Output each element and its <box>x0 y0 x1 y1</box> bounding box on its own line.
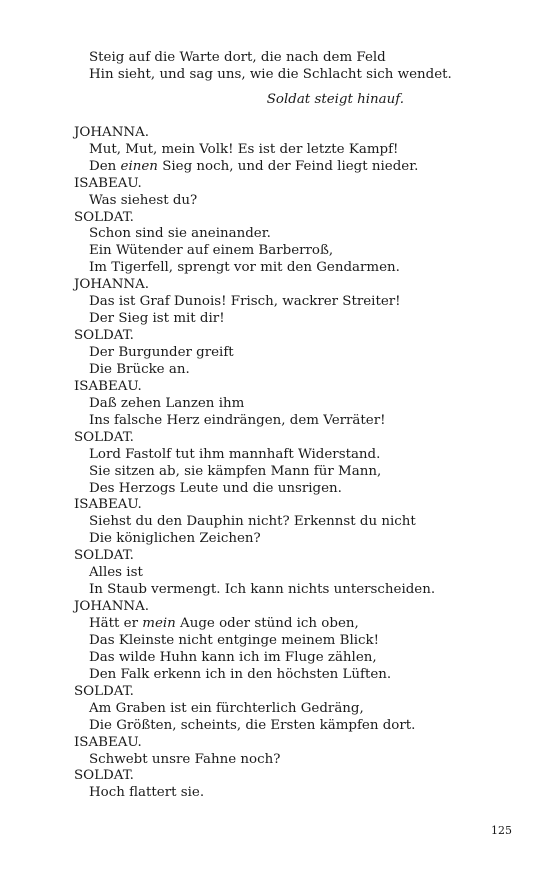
stage-direction: Soldat steigt hinauf. <box>266 91 404 107</box>
verse-line: Am Graben ist ein fürchterlich Gedräng, <box>89 700 364 716</box>
verse-line: Daß zehen Lanzen ihm <box>89 395 245 411</box>
verse-text: Hätt er <box>89 616 143 631</box>
speaker-name: SOLDAT. <box>74 209 134 225</box>
speaker-name: JOHANNA. <box>74 599 150 615</box>
verse-line: Siehst du den Dauphin nicht? Erkennst du nicht <box>89 514 416 530</box>
dialogue <box>74 125 514 803</box>
verse-line: Die Brücke an. <box>89 361 190 377</box>
speaker-name: ISABEAU. <box>74 734 142 750</box>
verse-line: Lord Fastolf tut ihm mannhaft Widerstand. <box>89 446 381 462</box>
verse-line: Der Burgunder greift <box>89 345 234 360</box>
verse-line: In Staub vermengt. Ich kann nichts unterscheiden. <box>89 582 436 598</box>
verse-line <box>74 159 514 176</box>
verse-line: Das ist Graf Dunois! Frisch, wackrer Streiter! <box>89 294 401 310</box>
verse-text: Den <box>89 158 121 174</box>
verse-line: Hoch flattert sie. <box>89 785 205 801</box>
verse-line: Sie sitzen ab, sie kämpfen Mann für Mann, <box>89 463 382 479</box>
verse-text: Sieg noch, und der Feind liegt nieder. <box>157 158 419 174</box>
verse-line: Im Tigerfell, sprengt vor mit den Gendarmen. <box>89 260 400 276</box>
spacer <box>74 84 514 92</box>
page-number: 125 <box>491 824 512 837</box>
speaker-name: ISABEAU. <box>74 175 142 191</box>
text-block <box>74 50 514 802</box>
verse-line: Hin sieht, und sag uns, wie die Schlacht sich wendet. <box>89 66 452 82</box>
verse-line: Der Sieg ist mit dir! <box>89 311 225 327</box>
verse-line: Die königlichen Zeichen? <box>89 531 261 547</box>
verse-line <box>74 616 514 633</box>
verse-line: Alles ist <box>89 565 143 581</box>
speaker-name: JOHANNA. <box>74 277 150 293</box>
verse-line: Den Falk erkenn ich in den höchsten Lüften. <box>89 666 392 682</box>
speaker-name: ISABEAU. <box>74 497 142 513</box>
verse-line: Die Größten, scheints, die Ersten kämpfen dort. <box>89 717 416 733</box>
speaker-name: SOLDAT. <box>74 768 134 784</box>
speaker-name: SOLDAT. <box>74 683 134 699</box>
spacer <box>74 109 514 125</box>
verse-line: Das Kleinste nicht entginge meinem Blick! <box>89 632 380 648</box>
verse-line: Ins falsche Herz eindrängen, dem Verräter! <box>89 412 386 428</box>
verse-line: Steig auf die Warte dort, die nach dem Feld <box>89 50 386 65</box>
verse-line: Schwebt unsre Fahne noch? <box>89 751 281 767</box>
verse-line: Mut, Mut, mein Volk! Es ist der letzte Kampf! <box>89 141 399 157</box>
verse-line: Das wilde Huhn kann ich im Fluge zählen, <box>89 649 377 665</box>
speaker-name: SOLDAT. <box>74 548 134 564</box>
verse-line: Schon sind sie aneinander. <box>89 226 271 242</box>
speaker-name: SOLDAT. <box>74 429 134 445</box>
verse-line: Ein Wütender auf einem Barberroß, <box>89 243 334 259</box>
verse-text: Auge oder stünd ich oben, <box>175 616 359 631</box>
speaker-name: JOHANNA. <box>74 124 150 140</box>
verse-line: Des Herzogs Leute und die unsrigen. <box>89 480 342 496</box>
emphasized-word: mein <box>142 616 176 631</box>
verse-line: Was siehest du? <box>89 192 198 208</box>
speaker-name: ISABEAU. <box>74 378 142 394</box>
emphasized-word: einen <box>120 158 158 174</box>
speaker-name: SOLDAT. <box>74 328 134 344</box>
